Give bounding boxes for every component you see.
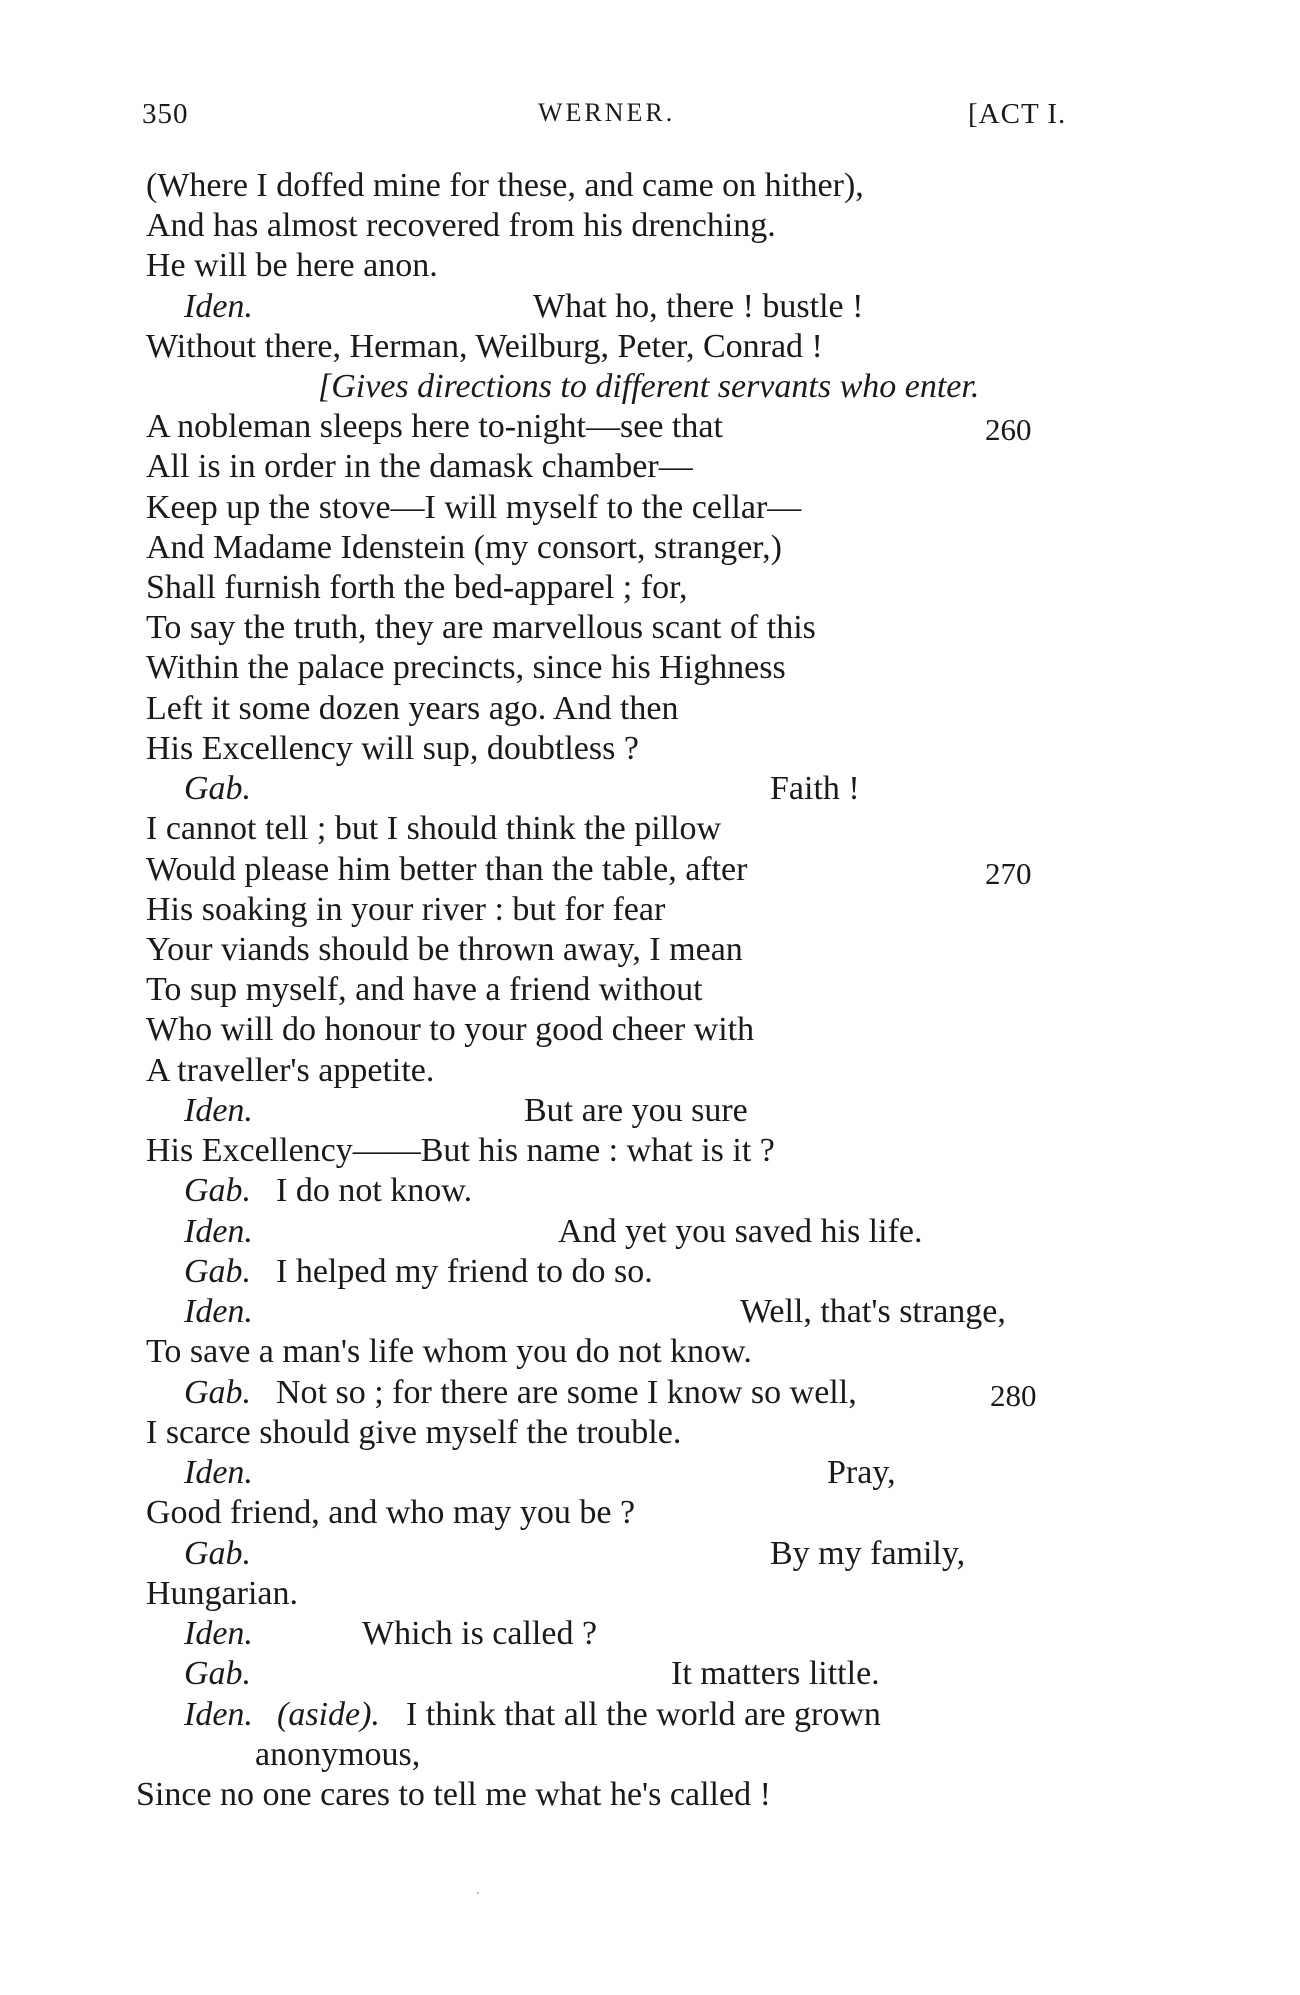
verse-line: I helped my friend to do so. bbox=[276, 1253, 653, 1290]
verse-line: All is in order in the damask chamber— bbox=[146, 448, 693, 485]
verse-line: I cannot tell ; but I should think the pillow bbox=[146, 810, 722, 847]
verse-line: But are you sure bbox=[524, 1092, 748, 1129]
verse-line: To say the truth, they are marvellous scant of this bbox=[146, 609, 816, 646]
speaker-name: Gab. bbox=[184, 1535, 252, 1572]
speaker-name: Iden. bbox=[184, 1092, 253, 1129]
running-title: WERNER. bbox=[538, 98, 676, 127]
verse-line: A nobleman sleeps here to-night—see that bbox=[146, 408, 723, 445]
verse-line: He will be here anon. bbox=[146, 247, 438, 284]
verse-line: A traveller's appetite. bbox=[146, 1052, 435, 1089]
paper-speck bbox=[477, 1892, 479, 1894]
verse-line: To save a man's life whom you do not know. bbox=[146, 1333, 752, 1370]
verse-line: And Madame Idenstein (my consort, stranger,) bbox=[146, 529, 782, 566]
speaker-name: Gab. bbox=[184, 1253, 252, 1290]
verse-line: Good friend, and who may you be ? bbox=[146, 1494, 636, 1531]
speaker-name: Iden. bbox=[184, 1213, 253, 1250]
speaker-name: Iden. bbox=[184, 1454, 253, 1491]
verse-line: Since no one cares to tell me what he's called ! bbox=[136, 1776, 771, 1813]
speaker-name: Iden. bbox=[184, 1696, 253, 1733]
verse-line: Without there, Herman, Weilburg, Peter, Conrad ! bbox=[146, 328, 823, 365]
verse-line: By my family, bbox=[770, 1535, 966, 1572]
verse-line: His Excellency will sup, doubtless ? bbox=[146, 730, 639, 767]
verse-line: Faith ! bbox=[770, 770, 860, 807]
verse-line: His Excellency——But his name : what is it ? bbox=[146, 1132, 775, 1169]
speaker-name: Gab. bbox=[184, 1374, 252, 1411]
verse-line: And yet you saved his life. bbox=[558, 1213, 923, 1250]
line-number: 270 bbox=[985, 856, 1032, 891]
speaker-name: Iden. bbox=[184, 1615, 253, 1652]
verse-line: To sup myself, and have a friend without bbox=[146, 971, 703, 1008]
verse-line: Hungarian. bbox=[146, 1575, 299, 1612]
line-number: 260 bbox=[985, 412, 1032, 447]
speaker-name: Gab. bbox=[184, 770, 252, 807]
verse-line: Would please him better than the table, after bbox=[146, 851, 748, 888]
verse-line: Shall furnish forth the bed-apparel ; for, bbox=[146, 569, 688, 606]
verse-line: I think that all the world are grown bbox=[406, 1696, 881, 1733]
verse-line: anonymous, bbox=[255, 1736, 421, 1773]
verse-line: And has almost recovered from his drenching. bbox=[146, 207, 776, 244]
verse-line: Well, that's strange, bbox=[740, 1293, 1006, 1330]
verse-line: Your viands should be thrown away, I mean bbox=[146, 931, 743, 968]
verse-line: Keep up the stove—I will myself to the cellar— bbox=[146, 489, 802, 526]
verse-line: Not so ; for there are some I know so well, bbox=[276, 1374, 857, 1411]
verse-line: I scarce should give myself the trouble. bbox=[146, 1414, 682, 1451]
speaker-name: Gab. bbox=[184, 1172, 252, 1209]
verse-line: Which is called ? bbox=[362, 1615, 598, 1652]
speaker-name: Gab. bbox=[184, 1655, 252, 1692]
verse-line: His soaking in your river : but for fear bbox=[146, 891, 666, 928]
stage-direction: (aside). bbox=[277, 1696, 380, 1733]
speaker-name: Iden. bbox=[184, 1293, 253, 1330]
verse-line: (Where I doffed mine for these, and came on hither), bbox=[146, 167, 864, 204]
stage-direction: [Gives directions to different servants who enter. bbox=[318, 368, 980, 405]
verse-line: Pray, bbox=[827, 1454, 896, 1491]
page-number: 350 bbox=[142, 98, 189, 130]
verse-line: It matters little. bbox=[671, 1655, 880, 1692]
verse-line: I do not know. bbox=[276, 1172, 473, 1209]
verse-line: Left it some dozen years ago. And then bbox=[146, 690, 679, 727]
speaker-name: Iden. bbox=[184, 288, 253, 325]
verse-line: Within the palace precincts, since his Highness bbox=[146, 649, 786, 686]
line-number: 280 bbox=[990, 1378, 1037, 1413]
act-marker: [ACT I. bbox=[968, 98, 1067, 130]
verse-line: Who will do honour to your good cheer with bbox=[146, 1011, 755, 1048]
verse-line: What ho, there ! bustle ! bbox=[533, 288, 864, 325]
